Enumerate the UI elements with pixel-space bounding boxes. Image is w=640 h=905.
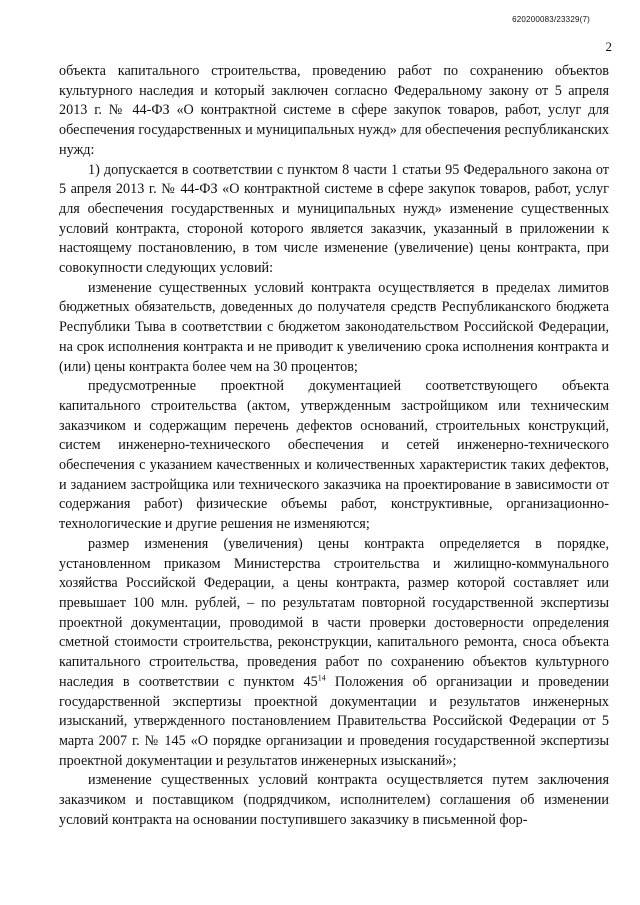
price-change-text-part-2: Положения об организации и проведении государственной экспертизы проектной документации и результатов инженерных изысканий, утвержденного постановлением Правительства Российской Федерации от 5 марта 2007 г. № 145 «О порядке организации и проведения государственной экспертизы проектной документации и результатов инженерных изысканий»; [59,673,609,769]
superscript-footnote: 14 [317,673,326,683]
paragraph-continuation: объекта капитального строительства, проведению работ по сохранению объектов культурного наследия и который заключен согласно Федеральному закону от 5 апреля 2013 г. № 44-ФЗ «О контрактной системе в сфере закупок товаров, работ, услуг для обеспечения государственных и муниципальных нужд» для обеспечения республиканских нужд: [59,63,609,158]
paragraph-condition-budget-limits: изменение существенных условий контракта осуществляется в пределах лимитов бюджетных обязательств, доведенных до получателя средств Республиканского бюджета Республики Тыва в соответствии с бюджетом законодательством Российской Федерации, на срок исполнения контракта и не приводит к увеличению срока исполнения контракта и (или) цены контракта более чем на 30 процентов; [59,279,609,375]
page-number: 2 [605,39,612,54]
document-body [59,62,609,830]
paragraph-condition-price-change [59,535,609,771]
paragraph-condition-agreement: изменение существенных условий контракта осуществляется путем заключения заказчиком и поставщиком (подрядчиком, исполнителем) соглашения об изменении условий контракта на основании поступившего заказчику в письменной фор- [59,772,609,828]
document-registration-number: 620200083/23329(7) [512,15,590,24]
price-change-text-part-1: размер изменения (увеличения) цены контракта определяется в порядке, установленном приказом Министерства строительства и жилищно-коммунального хозяйства Российской Федерации, а цены контракта, размер которой составляет или превышает 100 млн. рублей, – по результатам повторной государственной экспертизы проектной документации, проводимой в части проверки достоверности определения сметной стоимости строительства, реконструкции, капитального ремонта, сноса объекта капитального строительства, проведения работ по сохранению объектов культурного наследия в соответствии с пунктом 45 [59,535,609,690]
paragraph-item-1: 1) допускается в соответствии с пунктом 8 части 1 статьи 95 Федерального закона от 5 апреля 2013 г. № 44-ФЗ «О контрактной системе в сфере закупок товаров, работ, услуг для обеспечения государственных и муниципальных нужд» изменение существенных условий контракта, стороной которого является заказчик, указанный в приложении к настоящему постановлению, в том числе изменение (увеличение) цены контракта, при совокупности следующих условий: [59,161,609,277]
paragraph-condition-project-documentation: предусмотренные проектной документацией соответствующего объекта капитального строительства (актом, утвержденным застройщиком или техническим заказчиком и содержащим перечень дефектов оснований, строительных конструкций, систем инженерно-технического обеспечения и сетей инженерно-технического обеспечения с указанием качественных и количественных характеристик таких дефектов, и заданием застройщика или технического заказчика на проектирование в зависимости от содержания работ) физические объемы работ, конструктивные, организационно-технологические и другие решения не изменяются; [59,378,609,533]
